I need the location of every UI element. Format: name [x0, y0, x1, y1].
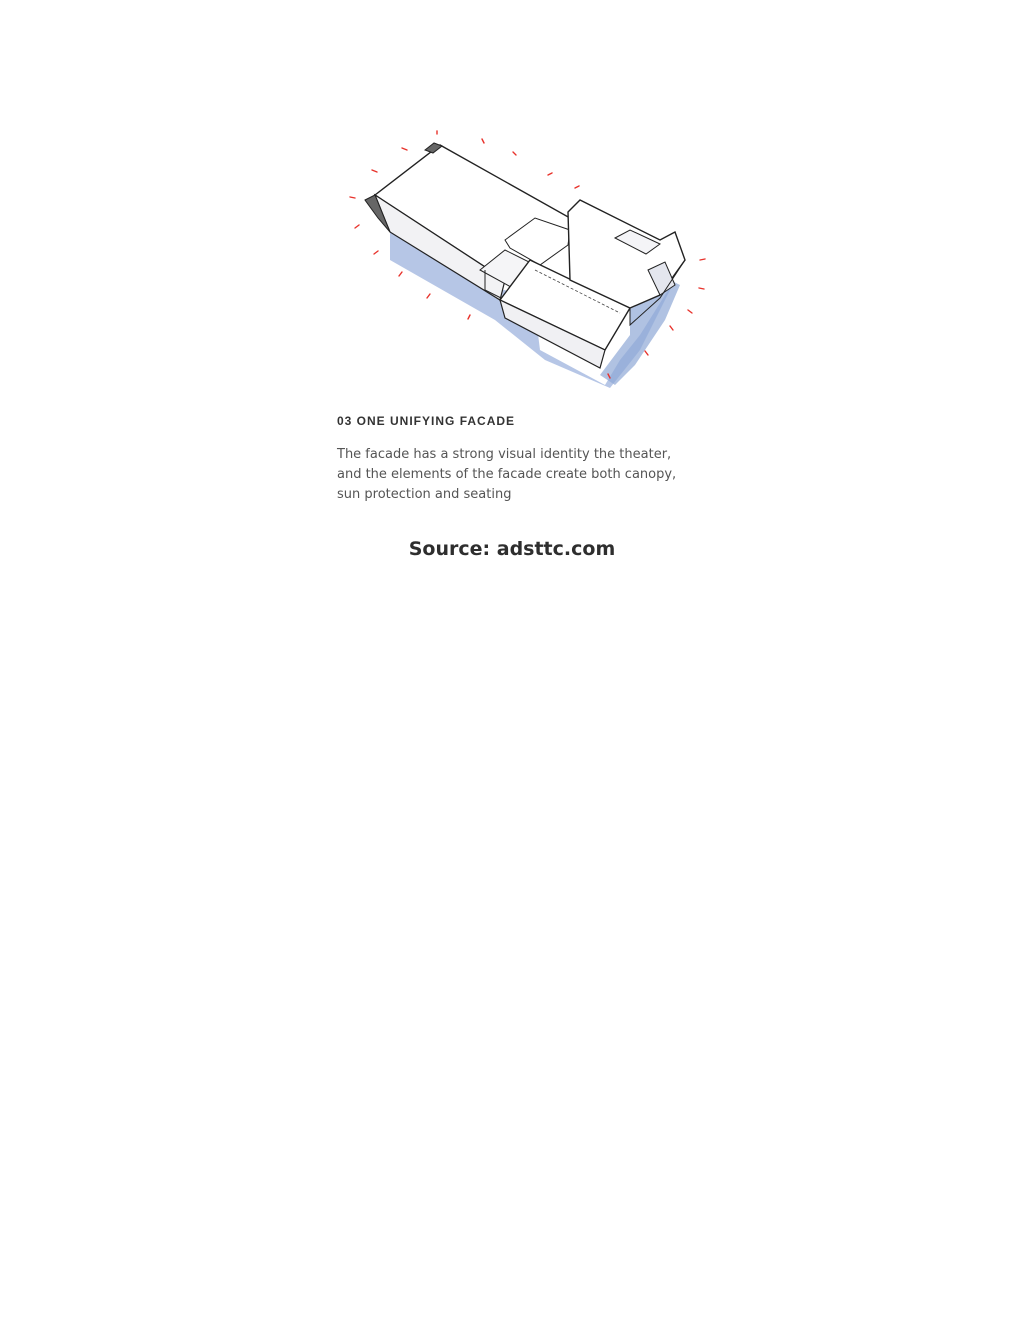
caption-line: sun protection and seating	[337, 487, 512, 502]
caption-body	[337, 445, 717, 505]
caption-line: The facade has a strong visual identity the theater,	[337, 447, 672, 462]
building-diagram	[330, 120, 720, 400]
building-axonometric-drawing	[330, 120, 720, 400]
source-credit: Source: adsttc.com	[408, 538, 616, 560]
caption-line: and the elements of the facade create both canopy,	[337, 467, 677, 482]
caption-heading: 03 ONE UNIFYING FACADE	[337, 414, 516, 428]
